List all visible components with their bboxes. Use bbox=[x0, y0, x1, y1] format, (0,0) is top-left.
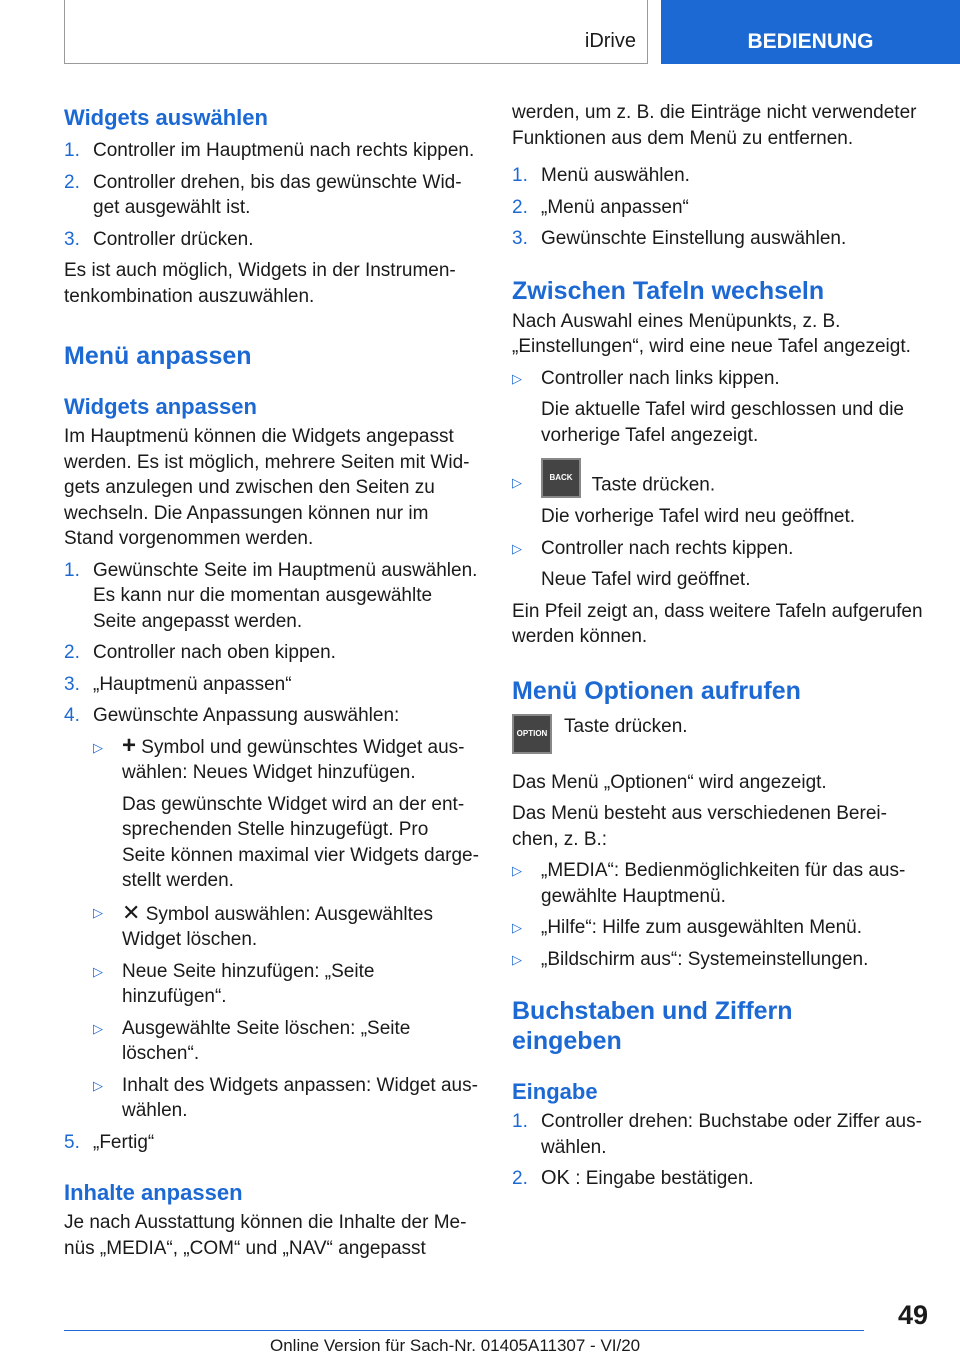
list-item: 2. Controller nach oben kippen. bbox=[64, 642, 336, 663]
bullet-item: ▷ „Hilfe“: Hilfe zum ausgewählten Menü. bbox=[512, 917, 863, 938]
close-icon: ✕ bbox=[122, 899, 141, 925]
paragraph: Das Menü besteht aus verschiedenen Berei‐ chen, z. B.: bbox=[512, 803, 887, 850]
list-item: 1. Gewünschte Seite im Hauptmenü auswählen. Es kann nur die momentan ausgewählte Seite angepasst werden. bbox=[64, 559, 478, 632]
bullet-continuation: Die aktuelle Tafel wird geschlossen und die vorherige Tafel angezeigt. bbox=[541, 399, 904, 446]
heading-letters-digits: Buchstaben und Ziffern eingeben bbox=[512, 997, 793, 1055]
list-item: 2. Controller drehen, bis das gewünschte Wid‐ get ausgewählt ist. bbox=[64, 171, 462, 218]
page-number: 49 bbox=[897, 1300, 928, 1330]
bullet-item: ▷ Controller nach rechts kippen. bbox=[512, 537, 794, 559]
list-item: 4. Gewünschte Anpassung auswählen: bbox=[64, 705, 400, 726]
bullet-continuation: Das gewünschte Widget wird an der ent‐ sprechenden Stelle hinzugefügt. Pro Seite können maximal vier Widgets darge‐ stellt werden. bbox=[122, 793, 479, 891]
paragraph: Je nach Ausstattung können die Inhalte der Me‐ nüs „MEDIA“, „COM“ und „NAV“ angepasst bbox=[64, 1212, 467, 1259]
list-item: 3. „Hauptmenü anpassen“ bbox=[64, 673, 292, 695]
heading-options: Menü Optionen aufrufen bbox=[512, 676, 801, 705]
paragraph: Ein Pfeil zeigt an, dass weitere Tafeln aufgerufen werden können. bbox=[512, 600, 923, 647]
list-item: 3. Controller drücken. bbox=[64, 228, 254, 250]
list-item: 2. „Menü anpassen“ bbox=[512, 196, 689, 218]
paragraph: werden, um z. B. die Einträge nicht verwendeter Funktionen aus dem Menü zu entfernen. bbox=[512, 102, 917, 149]
bullet-continuation: Neue Tafel wird geöffnet. bbox=[541, 569, 751, 590]
list-item: 1. Menü auswählen. bbox=[512, 165, 690, 186]
option-key-row: OPTION Taste drücken. bbox=[512, 714, 928, 758]
left-column bbox=[64, 100, 480, 1261]
bullet-item: ▷ „Bildschirm aus“: Systemeinstellungen. bbox=[512, 948, 869, 970]
paragraph: Das Menü „Optionen“ wird angezeigt. bbox=[512, 771, 827, 793]
footer-text: Online Version für Sach-Nr. 01405A11307 - VI/20 bbox=[270, 1336, 641, 1355]
bullet-item: ▷ + Symbol und gewünschtes Widget aus‐ wählen: Neues Widget hinzufügen. bbox=[93, 731, 465, 783]
list-item: 1. Controller im Hauptmenü nach rechts kippen. bbox=[64, 140, 475, 161]
bullet-item: ▷ Inhalt des Widgets anpassen: Widget aus‐ wählen. bbox=[93, 1074, 478, 1121]
bullet-item: ▷ Neue Seite hinzufügen: „Seite hinzufügen“. bbox=[93, 960, 375, 1007]
paragraph: Im Hauptmenü können die Widgets angepasst werden. Es ist möglich, mehrere Seiten mit Wid‐ gets anzulegen und zwischen den Seiten zu wechseln. Die Anpassungen können nur im Stand vorgenommen werden. bbox=[64, 426, 470, 549]
heading-menu-adjust: Menü anpassen bbox=[64, 342, 252, 370]
bullet-item: ▷ ✕ Symbol auswählen: Ausgewähltes Widget löschen. bbox=[93, 899, 434, 950]
heading-input: Eingabe bbox=[512, 1079, 598, 1104]
right-column bbox=[512, 100, 928, 1192]
bullet-continuation: Die vorherige Tafel wird neu geöffnet. bbox=[541, 506, 856, 527]
bullet-item: ▷ „MEDIA“: Bedienmöglichkeiten für das aus‐ gewählte Hauptmenü. bbox=[512, 860, 906, 907]
header-section-title: iDrive bbox=[584, 30, 636, 52]
paragraph: Nach Auswahl eines Menüpunkts, z. B. „Einstellungen“, wird eine neue Tafel angezeigt. bbox=[512, 310, 911, 357]
header-chapter-tab: BEDIENUNG bbox=[661, 0, 960, 64]
bullet-item: ▷ BACK Taste drücken. bbox=[512, 458, 928, 498]
bullet-item: ▷ Ausgewählte Seite löschen: „Seite löschen“. bbox=[93, 1017, 411, 1064]
heading-switch-panels: Zwischen Tafeln wechseln bbox=[512, 276, 825, 305]
back-button-icon: BACK bbox=[541, 458, 581, 498]
option-button-icon: OPTION bbox=[512, 714, 552, 754]
bullet-item: ▷ Controller nach links kippen. bbox=[512, 367, 780, 389]
heading-widgets-select: Widgets auswählen bbox=[64, 105, 268, 130]
list-item: 1. Controller drehen: Buchstabe oder Ziffer aus‐ wählen. bbox=[512, 1111, 922, 1158]
footer-divider bbox=[64, 1330, 864, 1331]
ok-icon: OK bbox=[541, 1167, 570, 1189]
list-item: 2. OK : Eingabe bestätigen. bbox=[512, 1167, 754, 1189]
list-item: 3. Gewünschte Einstellung auswählen. bbox=[512, 228, 847, 249]
list-item: 5. „Fertig“ bbox=[64, 1131, 155, 1153]
heading-content-adjust: Inhalte anpassen bbox=[64, 1180, 243, 1205]
heading-widgets-adjust: Widgets anpassen bbox=[64, 394, 257, 419]
paragraph: Es ist auch möglich, Widgets in der Instrumen‐ tenkombination auszuwählen. bbox=[64, 260, 456, 307]
plus-icon: + bbox=[122, 731, 137, 759]
